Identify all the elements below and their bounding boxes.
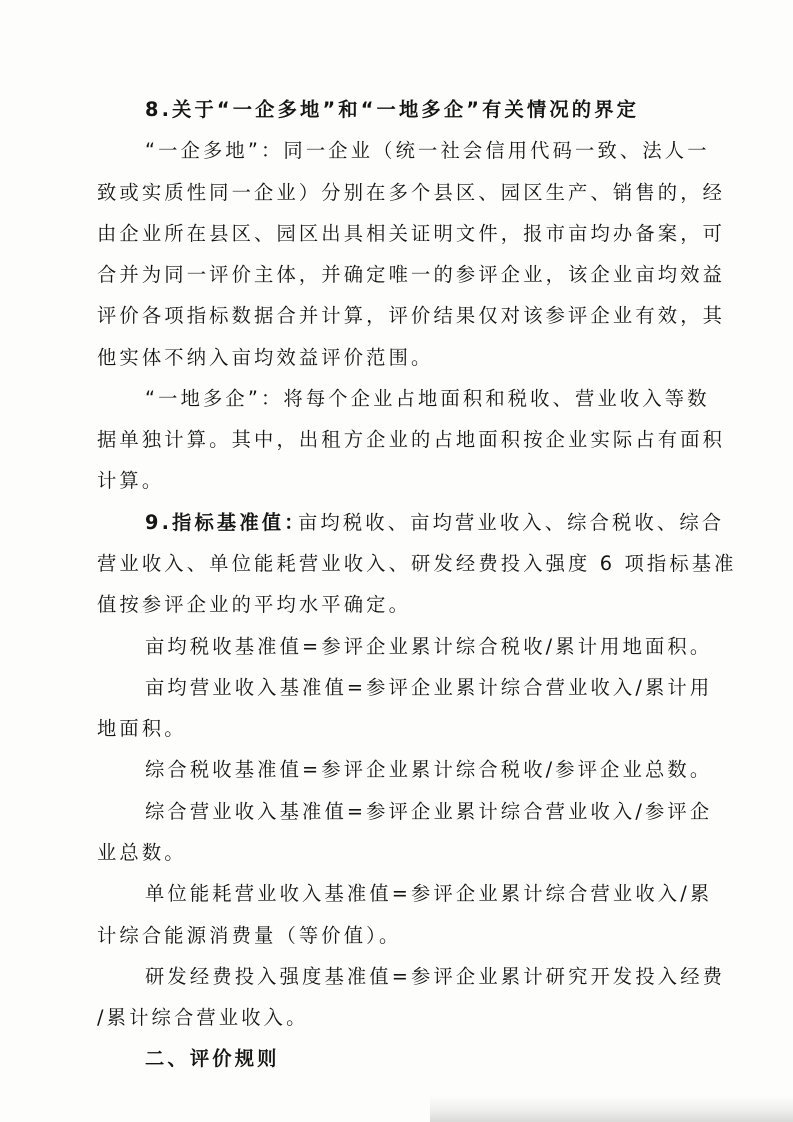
text-line: 计算。: [97, 469, 165, 492]
text-line: 营业收入、单位能耗营业收入、研发经费投入强度 6 项指标基准: [97, 552, 737, 575]
formula-line: 单位能耗营业收入基准值=参评企业累计综合营业收入/累: [145, 882, 713, 905]
text-line: “一企多地”：同一企业（统一社会信用代码一致、法人一: [145, 139, 710, 162]
section-8-heading: 8.关于“一企多地”和“一地多企”有关情况的界定: [145, 98, 640, 121]
section-rules-heading: 二、评价规则: [145, 1047, 280, 1070]
formula-line: 亩均税收基准值=参评企业累计综合税收/累计用地面积。: [145, 635, 713, 658]
text-line: 由企业所在县区、园区出具相关证明文件，报市亩均办备案，可: [97, 222, 726, 245]
formula-line: 地面积。: [97, 717, 187, 740]
formula-line: 亩均营业收入基准值=参评企业累计综合营业收入/累计用: [145, 676, 713, 699]
formula-line: 业总数。: [97, 841, 187, 864]
scan-shadow: [430, 1096, 793, 1122]
text-line: 他实体不纳入亩均效益评价范围。: [97, 346, 434, 369]
section-9-intro-line: 亩均税收、亩均营业收入、综合税收、综合: [298, 511, 725, 534]
text-line: 据单独计算。其中，出租方企业的占地面积按企业实际占有面积: [97, 428, 726, 451]
formula-line: /累计综合营业收入。: [97, 1006, 309, 1029]
formula-line: 研发经费投入强度基准值=参评企业累计研究开发投入经费: [145, 965, 726, 988]
text-line: 评价各项指标数据合并计算，评价结果仅对该参评企业有效，其: [97, 304, 726, 327]
text-line: 致或实质性同一企业）分别在多个县区、园区生产、销售的，经: [97, 181, 726, 204]
formula-line: 综合税收基准值=参评企业累计综合税收/参评企业总数。: [145, 758, 713, 781]
text-line: 合并为同一评价主体，并确定唯一的参评企业，该企业亩均效益: [97, 263, 726, 286]
text-line: “一地多企”：将每个企业占地面积和税收、营业收入等数: [145, 387, 710, 410]
formula-line: 综合营业收入基准值=参评企业累计综合营业收入/参评企: [145, 800, 713, 823]
text-line: 值按参评企业的平均水平确定。: [97, 593, 412, 616]
formula-line: 计综合能源消费量（等价值）。: [97, 924, 402, 947]
section-9-heading: 9.指标基准值：: [145, 511, 307, 534]
